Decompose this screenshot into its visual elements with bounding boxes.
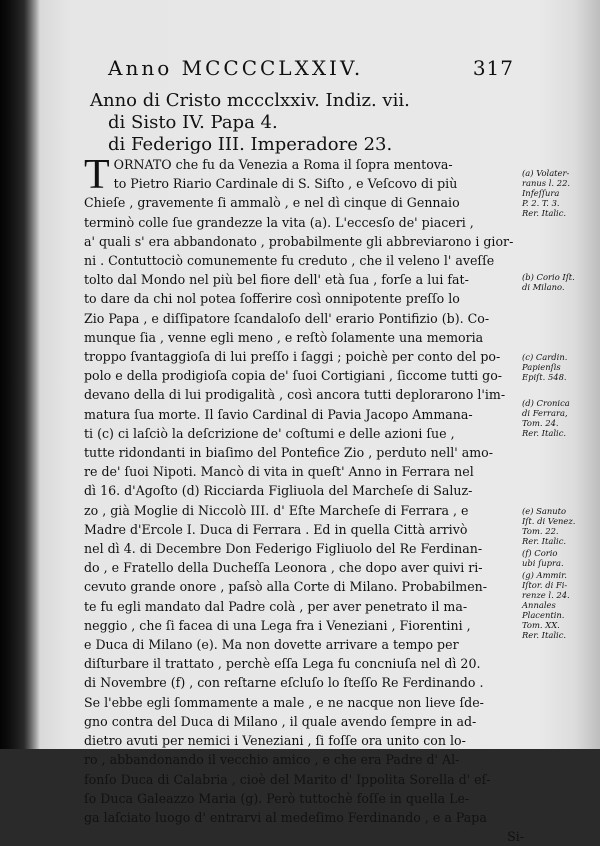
margin-note-line: Papienſis <box>522 362 561 372</box>
margin-note-line: (c) Cardin. <box>522 352 568 362</box>
body-line: neggio , che ſi facea di una Lega fra i Veneziani , Fiorentini , <box>84 617 471 633</box>
year-heading <box>90 90 490 156</box>
body-line: ro , abbandonando il vecchio amico , e che era Padre d' Al- <box>84 752 460 768</box>
body-line: ga laſciato luogo d' entrarvi al medeſimo Ferdinando , e a Papa <box>84 809 487 825</box>
body-line: di Novembre (f) , con reſtarne eſcluſo lo ſteſſo Re Ferdinando . <box>84 675 484 691</box>
margin-note <box>522 506 592 546</box>
body-line: tolto dal Mondo nel più bel fiore dell' età ſua , forſe a lui fat- <box>84 272 469 288</box>
body-line: do , e Fratello della Ducheſſa Leonora , che dopo aver quivi ri- <box>84 560 483 576</box>
body-line: Zio Papa , e diſſipatore ſcandaloſo dell' erario Pontifizio (b). Co- <box>84 310 490 326</box>
body-line: ti (c) ci laſciò la deſcrizione de' coſtumi e delle azioni ſue , <box>84 425 455 441</box>
margin-note-line: Rer. Italic. <box>522 630 567 640</box>
margin-note-line: (a) Volater- <box>522 168 570 178</box>
body-line: terminò colle ſue grandezze la vita (a). L'eccesſo de' piaceri , <box>84 214 474 230</box>
body-line: zo , già Moglie di Niccolò III. d' Eſte Marcheſe di Ferrara , e <box>84 502 469 518</box>
margin-note-line: Tom. XX. <box>522 620 560 630</box>
body-line: to Pietro Riario Cardinale di S. Siſto , e Veſcovo di più <box>113 176 458 192</box>
body-text <box>84 152 524 846</box>
body-line: devano della di lui prodigalità , così ancora tutti deplorarono l'im- <box>84 387 506 403</box>
body-line: Si- <box>507 829 524 845</box>
margin-note-line: Epiſt. 548. <box>522 372 567 382</box>
body-line: Chieſe , gravemente ſi ammalò , e nel dì cinque di Gennaio <box>84 195 460 211</box>
heading-line-1: Anno di Cristo mccclxxiv. Indiz. vii. <box>90 90 410 111</box>
margin-note <box>522 570 592 640</box>
book-page <box>28 0 588 845</box>
margin-note-line: di Ferrara, <box>522 408 568 418</box>
margin-note-line: Rer. Italic. <box>522 536 567 546</box>
margin-note-line: ranus l. 22. <box>522 178 571 188</box>
body-line: cevuto grande onore , paſsò alla Corte di Milano. Probabilmen- <box>84 579 488 595</box>
body-line: tutte ridondanti in biaſimo del Pontefice Zio , perduto nell' amo- <box>84 445 494 461</box>
margin-note-line: ubi ſupra. <box>522 558 564 568</box>
margin-note <box>522 548 592 568</box>
margin-note <box>522 398 592 438</box>
margin-note-line: renze l. 24. <box>522 590 570 600</box>
body-line: ſo Duca Galeazzo Maria (g). Però tuttochè foſſe in quella Le- <box>84 790 470 806</box>
body-line: dì 16. d'Agoſto (d) Ricciarda Figliuola del Marcheſe di Saluz- <box>84 483 473 499</box>
margin-note-line: (b) Corio Iſt. <box>522 272 575 282</box>
body-line: diſturbare il trattato , perchè eſſa Lega fu concniuſa nel dì 20. <box>84 656 481 672</box>
heading-line-3: di Federigo III. Imperadore 23. <box>108 134 393 155</box>
body-line: munque ſia , venne egli meno , e reſtò ſolamente una memoria <box>84 329 484 345</box>
margin-note-line: Iſt. di Venez. <box>522 516 576 526</box>
body-line: nel dì 4. di Decembre Don Federigo Figliuolo del Re Ferdinan- <box>84 541 483 557</box>
margin-note-line: di Milano. <box>522 282 565 292</box>
body-line: troppo ſvantaggioſa di lui preſſo i ſaggi ; poichè per conto del po- <box>84 349 501 365</box>
margin-note-line: Rer. Italic. <box>522 208 567 218</box>
body-line: matura ſua morte. Il ſavio Cardinal di Pavia Jacopo Ammana- <box>84 406 473 422</box>
body-line: a' quali s' era abbandonato , probabilmente gli abbreviarono i gior- <box>84 233 514 249</box>
body-line: fonſo Duca di Calabria , cioè del Marito d' Ippolita Sorella d' eſ- <box>84 771 491 787</box>
margin-note-line: Iſtor. di Fi- <box>522 580 568 590</box>
heading-line-2: di Sisto IV. Papa 4. <box>108 112 278 133</box>
margin-note-line: (f) Corio <box>522 548 558 558</box>
margin-note <box>522 272 592 292</box>
body-line: gno contra del Duca di Milano , il quale avendo ſempre in ad- <box>84 713 477 729</box>
margin-note-line: (e) Sanuto <box>522 506 567 516</box>
body-line: re de' ſuoi Nipoti. Mancò di vita in queſt' Anno in Ferrara nel <box>84 464 474 480</box>
margin-note-line: Annales <box>522 600 556 610</box>
margin-note-line: Infeſſura <box>522 188 560 198</box>
body-line: ORNATO che fu da Venezia a Roma il ſopra mentova- <box>113 157 453 172</box>
running-head <box>108 56 514 82</box>
margin-note-line: (d) Cronica <box>522 398 570 408</box>
margin-note-line: (g) Ammir. <box>522 570 567 580</box>
margin-note-line: Rer. Italic. <box>522 428 567 438</box>
body-line: ni . Contuttociò comunemente fu creduto , che il veleno l' aveſſe <box>84 253 495 269</box>
body-line: to dare da chi nol potea ſofferire così onnipotente preſſo lo <box>84 291 460 307</box>
body-line: e Duca di Milano (e). Ma non dovette arrivare a tempo per <box>84 637 459 653</box>
drop-cap: T <box>84 152 110 198</box>
page-number: 317 <box>472 56 514 80</box>
margin-note-line: Placentin. <box>522 610 565 620</box>
margin-note <box>522 168 592 218</box>
body-line: polo e della prodigioſa copia de' ſuoi Cortigiani , ſiccome tutti go- <box>84 368 503 384</box>
body-line: Madre d'Ercole I. Duca di Ferrara . Ed in quella Città arrivò <box>84 521 468 537</box>
margin-note-line: P. 2. T. 3. <box>522 198 560 208</box>
body-line: Se l'ebbe egli ſommamente a male , e ne nacque non lieve ſde- <box>84 694 484 710</box>
body-line: te fu egli mandato dal Padre colà , per aver penetrato il ma- <box>84 598 468 614</box>
margin-note-line: Tom. 24. <box>522 418 559 428</box>
margin-note <box>522 352 592 382</box>
margin-note-line: Tom. 22. <box>522 526 559 536</box>
body-lines <box>84 152 524 846</box>
running-head-title: Anno MCCCCLXXIV. <box>108 56 364 80</box>
body-line: dietro avuti per nemici i Veneziani , ſi foſſe ora unito con lo- <box>84 733 466 749</box>
